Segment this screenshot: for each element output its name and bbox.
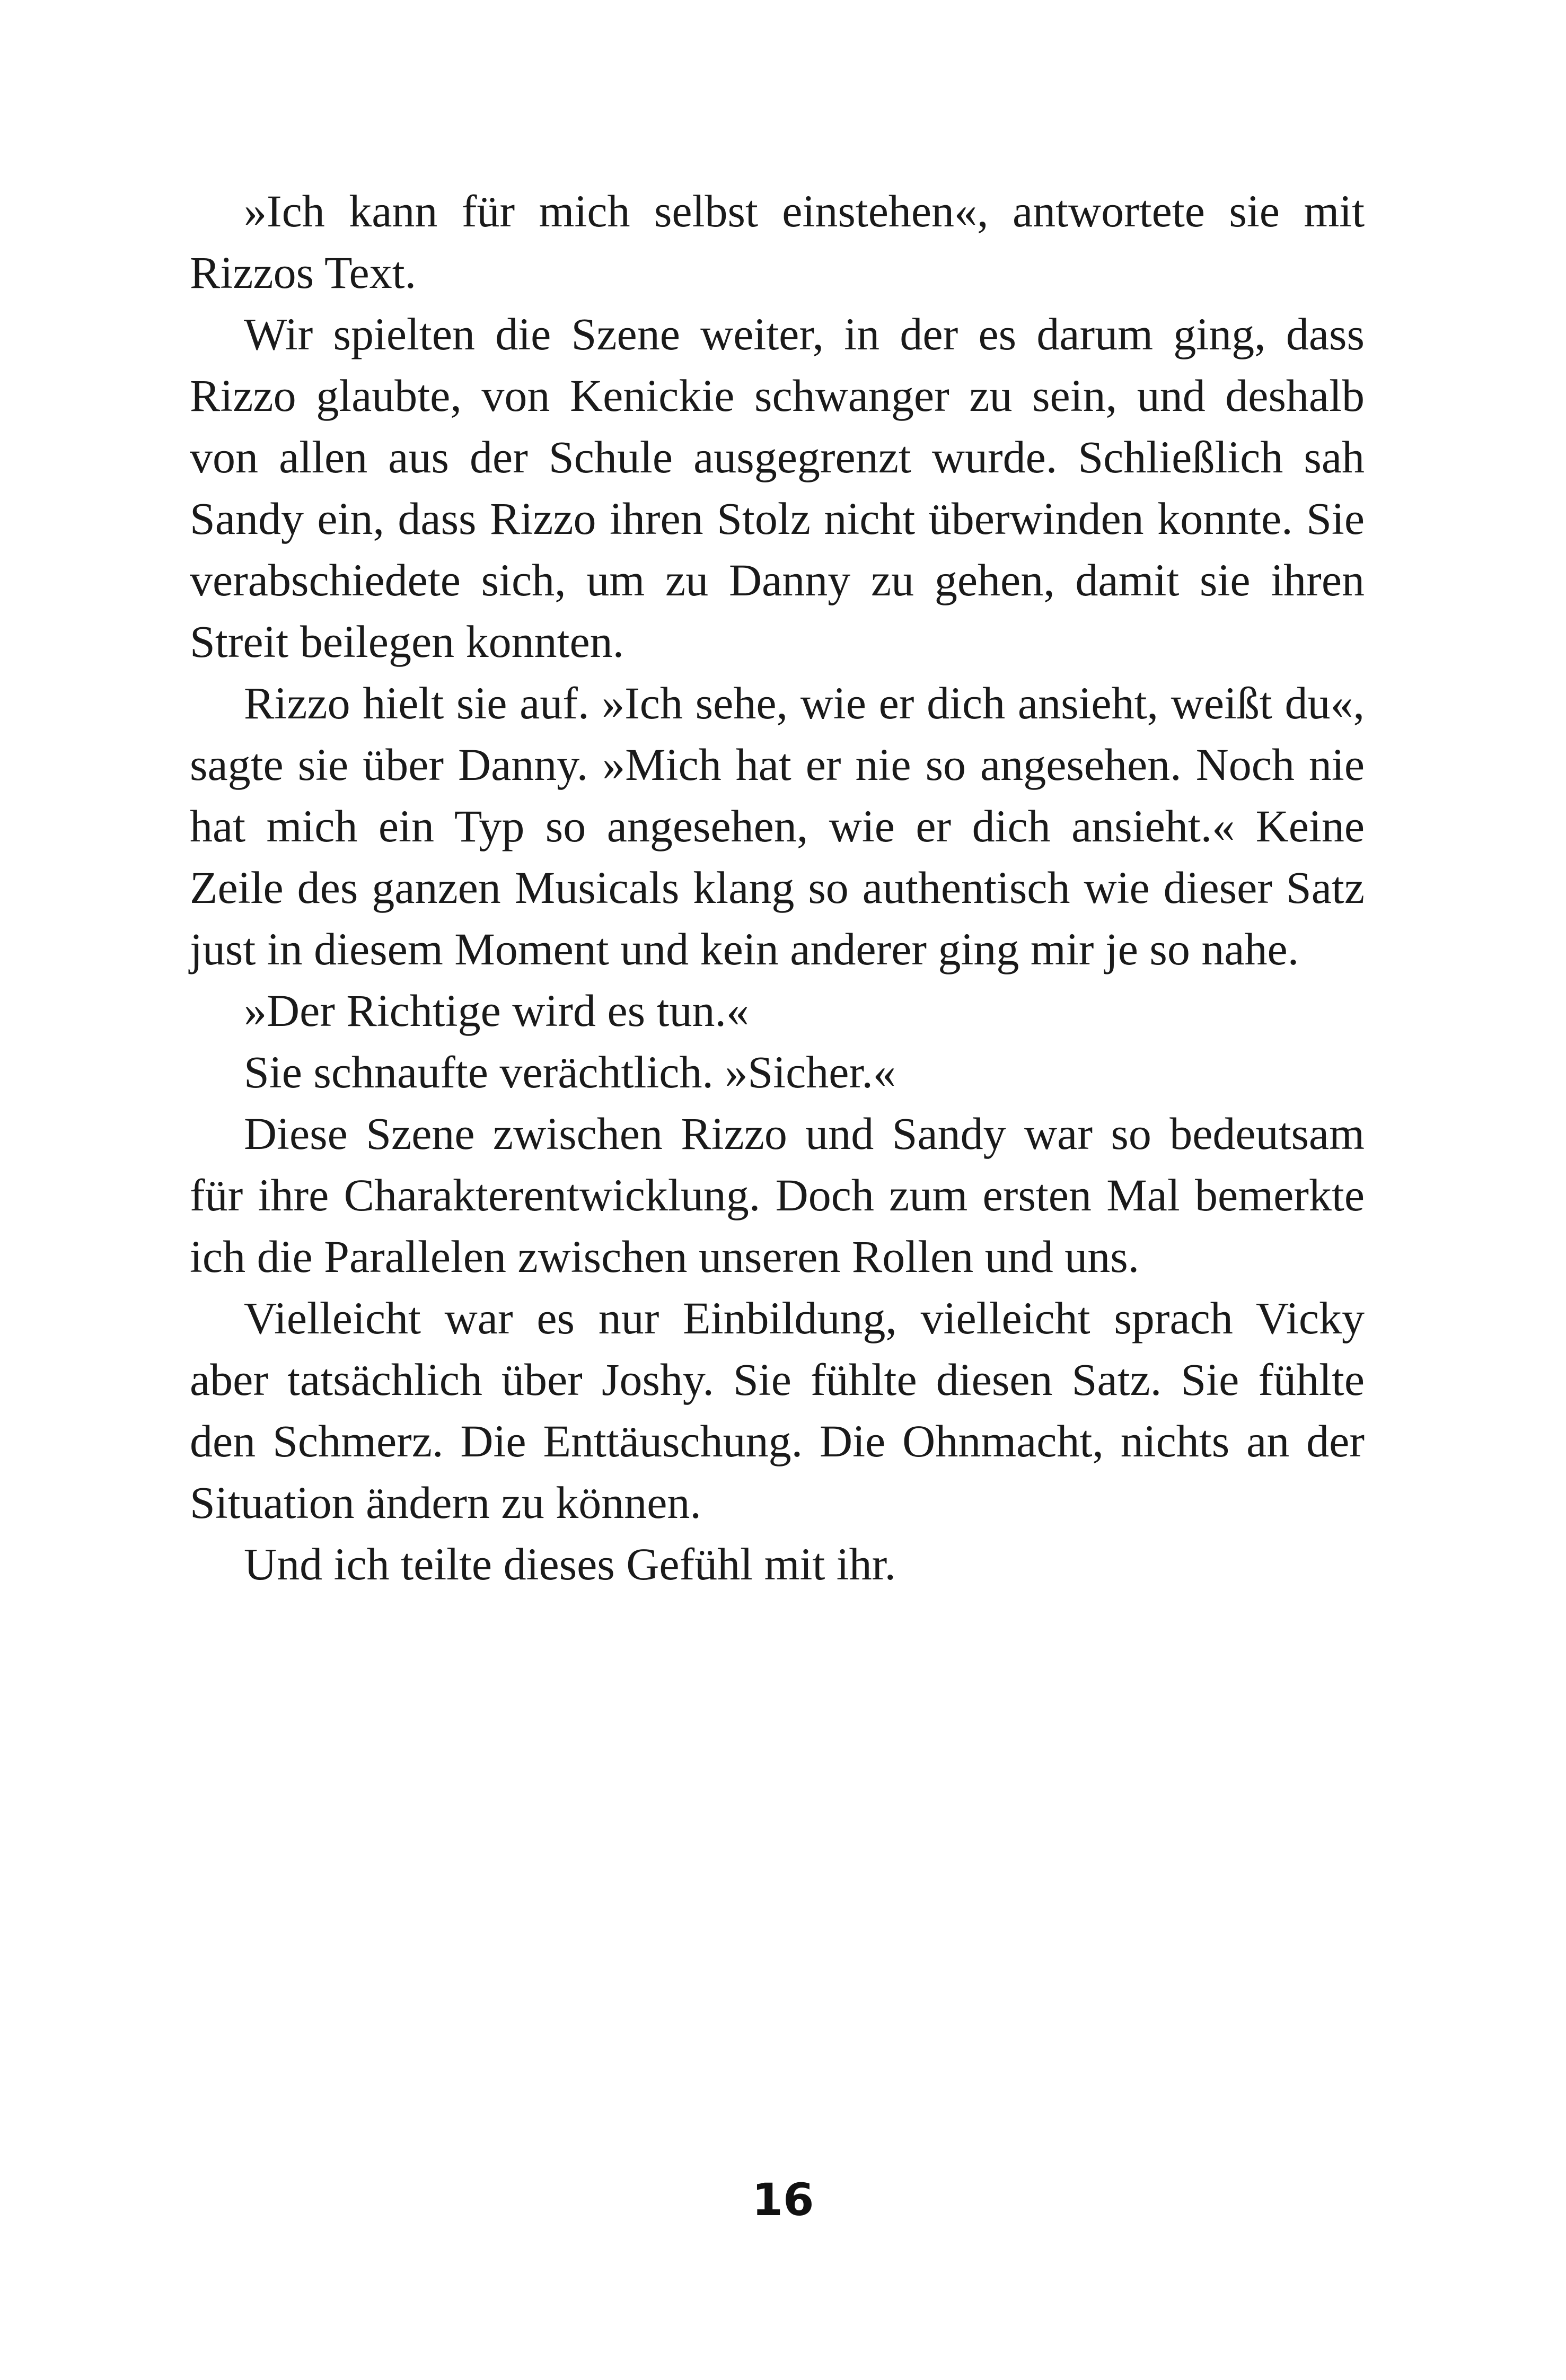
paragraph-6: Diese Szene zwischen Rizzo und Sandy war so bedeutsam für ihre Charakterentwicklung. Doch zum ersten Mal bemerkte ich die Parallelen zwischen unseren Rollen und uns.	[190, 1108, 1365, 1282]
paragraph-1: »Ich kann für mich selbst einstehen«, antwortete sie mit Rizzos Text.	[190, 186, 1365, 298]
body-text	[190, 180, 1365, 1595]
paragraph-3: Rizzo hielt sie auf. »Ich sehe, wie er dich ansieht, weißt du«, sagte sie über Danny. »Mich hat er nie so angesehen. Noch nie hat mich ein Typ so angesehen, wie er dich ansieht.« Keine Zeile des ganzen Musicals klang so authentisch wie dieser Satz just in diesem Moment und kein anderer ging mir je so nahe.	[190, 678, 1365, 974]
page-number: 16	[752, 2174, 814, 2226]
paragraph-4: »Der Richtige wird es tun.«	[244, 985, 749, 1036]
paragraph-8: Und ich teilte dieses Gefühl mit ihr.	[244, 1539, 896, 1589]
paragraph-7: Vielleicht war es nur Einbildung, vielleicht sprach Vicky aber tatsächlich über Joshy. Sie fühlte diesen Satz. Sie fühlte den Schmerz. Die Enttäuschung. Die Ohnmacht, nichts an der Situation ändern zu können.	[190, 1293, 1365, 1528]
paragraph-5: Sie schnaufte verächtlich. »Sicher.«	[244, 1047, 896, 1097]
paragraph-2: Wir spielten die Szene weiter, in der es darum ging, dass Rizzo glaubte, von Kenickie schwanger zu sein, und deshalb von allen aus der Schule ausgegrenzt wurde. Schließlich sah Sandy ein, dass Rizzo ihren Stolz nicht überwinden konnte. Sie verabschiedete sich, um zu Danny zu gehen, damit sie ihren Streit beilegen konnten.	[190, 309, 1365, 667]
